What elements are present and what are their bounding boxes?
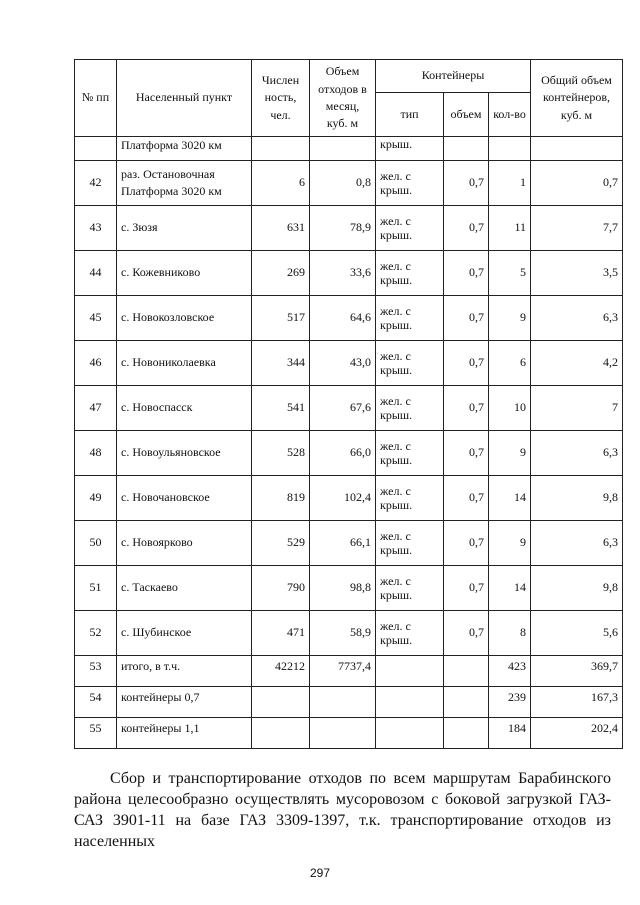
- cell-population: 6: [252, 161, 310, 206]
- table-row: [75, 341, 623, 386]
- cell-container-count: 11: [489, 206, 531, 251]
- table-row: [75, 137, 623, 161]
- cell-place: с. Новочановское: [117, 476, 252, 521]
- cell-waste: [310, 718, 376, 749]
- header-place: Населенный пункт: [117, 60, 252, 137]
- cell-total-volume: 9,8: [531, 476, 623, 521]
- cell-total-volume: 0,7: [531, 161, 623, 206]
- page-number: 297: [309, 866, 331, 880]
- cell-place: с. Зюзя: [117, 206, 252, 251]
- cell-no: 55: [75, 718, 117, 749]
- table-row: [75, 431, 623, 476]
- cell-container-volume: 0,7: [444, 521, 489, 566]
- cell-total-volume: 5,6: [531, 611, 623, 656]
- cell-waste: 67,6: [310, 386, 376, 431]
- cell-container-type: жел. с крыш.: [376, 476, 444, 521]
- cell-population: 42212: [252, 656, 310, 687]
- cell-container-volume: 0,7: [444, 251, 489, 296]
- cell-container-volume: 0,7: [444, 296, 489, 341]
- cell-container-type: [376, 718, 444, 749]
- cell-no: 50: [75, 521, 117, 566]
- cell-no: 51: [75, 566, 117, 611]
- cell-total-volume: 9,8: [531, 566, 623, 611]
- cell-container-volume: [444, 656, 489, 687]
- cell-no: 48: [75, 431, 117, 476]
- cell-place: с. Новоульяновское: [117, 431, 252, 476]
- cell-container-count: 5: [489, 251, 531, 296]
- cell-container-type: жел. с крыш.: [376, 296, 444, 341]
- cell-place: с. Шубинское: [117, 611, 252, 656]
- cell-waste: 98,8: [310, 566, 376, 611]
- cell-waste: 66,1: [310, 521, 376, 566]
- table-row: [75, 718, 623, 749]
- cell-container-type: жел. с крыш.: [376, 206, 444, 251]
- cell-container-count: 1: [489, 161, 531, 206]
- cell-container-count: 14: [489, 566, 531, 611]
- cell-container-type: [376, 656, 444, 687]
- cell-container-volume: 0,7: [444, 566, 489, 611]
- cell-container-type: жел. с крыш.: [376, 386, 444, 431]
- cell-no: 49: [75, 476, 117, 521]
- cell-total-volume: 6,3: [531, 521, 623, 566]
- cell-container-type: жел. с крыш.: [376, 161, 444, 206]
- cell-no: 47: [75, 386, 117, 431]
- cell-container-type: жел. с крыш.: [376, 566, 444, 611]
- header-volume: объем: [444, 93, 489, 137]
- cell-no: 45: [75, 296, 117, 341]
- cell-container-count: 9: [489, 521, 531, 566]
- cell-total-volume: 7,7: [531, 206, 623, 251]
- cell-waste: 102,4: [310, 476, 376, 521]
- cell-container-count: 14: [489, 476, 531, 521]
- body-paragraph: Сбор и транспортирование отходов по всем маршрутам Барабинского района целесообразно осуществлять мусоровозом с боковой загрузкой ГАЗ-САЗ 3901-11 на базе ГАЗ 3309-1397, т.к. транспортирование отходов из населенных: [74, 770, 611, 850]
- cell-container-count: 6: [489, 341, 531, 386]
- table-row: [75, 161, 623, 206]
- cell-population: [252, 687, 310, 718]
- cell-container-volume: [444, 137, 489, 161]
- cell-container-type: жел. с крыш.: [376, 521, 444, 566]
- header-containers: Контейнеры: [376, 60, 531, 93]
- table-row: [75, 521, 623, 566]
- cell-total-volume: [531, 137, 623, 161]
- cell-container-count: 184: [489, 718, 531, 749]
- cell-waste: 58,9: [310, 611, 376, 656]
- cell-no: 54: [75, 687, 117, 718]
- cell-place: итого, в т.ч.: [117, 656, 252, 687]
- cell-no: 42: [75, 161, 117, 206]
- cell-population: 631: [252, 206, 310, 251]
- table-row: [75, 206, 623, 251]
- cell-place: с. Новониколаевка: [117, 341, 252, 386]
- cell-population: 517: [252, 296, 310, 341]
- cell-population: [252, 137, 310, 161]
- cell-container-count: 423: [489, 656, 531, 687]
- cell-population: 344: [252, 341, 310, 386]
- cell-container-count: 8: [489, 611, 531, 656]
- cell-place: с. Новоярково: [117, 521, 252, 566]
- header-population: Числен ность, чел.: [252, 60, 310, 137]
- cell-container-type: крыш.: [376, 137, 444, 161]
- cell-container-volume: 0,7: [444, 161, 489, 206]
- cell-no: 52: [75, 611, 117, 656]
- cell-population: 790: [252, 566, 310, 611]
- table-header-row: [75, 60, 623, 93]
- cell-place: с. Новокозловское: [117, 296, 252, 341]
- cell-container-volume: 0,7: [444, 476, 489, 521]
- cell-waste: 7737,4: [310, 656, 376, 687]
- cell-container-volume: 0,7: [444, 431, 489, 476]
- cell-place: с. Кожевниково: [117, 251, 252, 296]
- cell-container-count: [489, 137, 531, 161]
- cell-no: 44: [75, 251, 117, 296]
- table-row: [75, 656, 623, 687]
- header-type: тип: [376, 93, 444, 137]
- header-no: № пп: [75, 60, 117, 137]
- cell-container-count: 9: [489, 296, 531, 341]
- cell-place: контейнеры 0,7: [117, 687, 252, 718]
- cell-container-volume: 0,7: [444, 611, 489, 656]
- cell-population: 541: [252, 386, 310, 431]
- cell-container-volume: 0,7: [444, 341, 489, 386]
- table-row: [75, 687, 623, 718]
- table-row: [75, 566, 623, 611]
- header-waste: Объем отходов в месяц, куб. м: [310, 60, 376, 137]
- cell-container-type: жел. с крыш.: [376, 611, 444, 656]
- cell-place: контейнеры 1,1: [117, 718, 252, 749]
- table-row: [75, 386, 623, 431]
- table-row: [75, 476, 623, 521]
- cell-population: 819: [252, 476, 310, 521]
- table-body: [75, 137, 623, 749]
- table-row: [75, 251, 623, 296]
- cell-total-volume: 3,5: [531, 251, 623, 296]
- header-total: Общий объем контейнеров, куб. м: [531, 60, 623, 137]
- cell-place: Платформа 3020 км: [117, 137, 252, 161]
- cell-container-volume: [444, 718, 489, 749]
- cell-container-count: 239: [489, 687, 531, 718]
- cell-no: [75, 137, 117, 161]
- cell-container-type: жел. с крыш.: [376, 431, 444, 476]
- cell-waste: 78,9: [310, 206, 376, 251]
- cell-container-type: жел. с крыш.: [376, 251, 444, 296]
- cell-container-volume: 0,7: [444, 386, 489, 431]
- cell-container-volume: [444, 687, 489, 718]
- cell-waste: 0,8: [310, 161, 376, 206]
- cell-no: 46: [75, 341, 117, 386]
- cell-container-volume: 0,7: [444, 206, 489, 251]
- cell-population: 528: [252, 431, 310, 476]
- cell-population: 471: [252, 611, 310, 656]
- cell-population: 529: [252, 521, 310, 566]
- cell-waste: 43,0: [310, 341, 376, 386]
- cell-population: 269: [252, 251, 310, 296]
- table-row: [75, 611, 623, 656]
- cell-waste: [310, 687, 376, 718]
- cell-total-volume: 6,3: [531, 431, 623, 476]
- cell-container-count: 10: [489, 386, 531, 431]
- cell-total-volume: 369,7: [531, 656, 623, 687]
- cell-total-volume: 167,3: [531, 687, 623, 718]
- cell-total-volume: 6,3: [531, 296, 623, 341]
- cell-waste: 66,0: [310, 431, 376, 476]
- cell-total-volume: 7: [531, 386, 623, 431]
- cell-no: 43: [75, 206, 117, 251]
- cell-waste: 64,6: [310, 296, 376, 341]
- cell-population: [252, 718, 310, 749]
- cell-container-count: 9: [489, 431, 531, 476]
- cell-waste: 33,6: [310, 251, 376, 296]
- cell-container-type: [376, 687, 444, 718]
- cell-total-volume: 202,4: [531, 718, 623, 749]
- cell-container-type: жел. с крыш.: [376, 341, 444, 386]
- cell-place: с. Таскаево: [117, 566, 252, 611]
- waste-containers-table: [74, 59, 623, 749]
- cell-no: 53: [75, 656, 117, 687]
- table-row: [75, 296, 623, 341]
- header-count: кол-во: [489, 93, 531, 137]
- cell-waste: [310, 137, 376, 161]
- cell-place: с. Новоспасск: [117, 386, 252, 431]
- cell-total-volume: 4,2: [531, 341, 623, 386]
- cell-place: раз. Остановочная Платформа 3020 км: [117, 161, 252, 206]
